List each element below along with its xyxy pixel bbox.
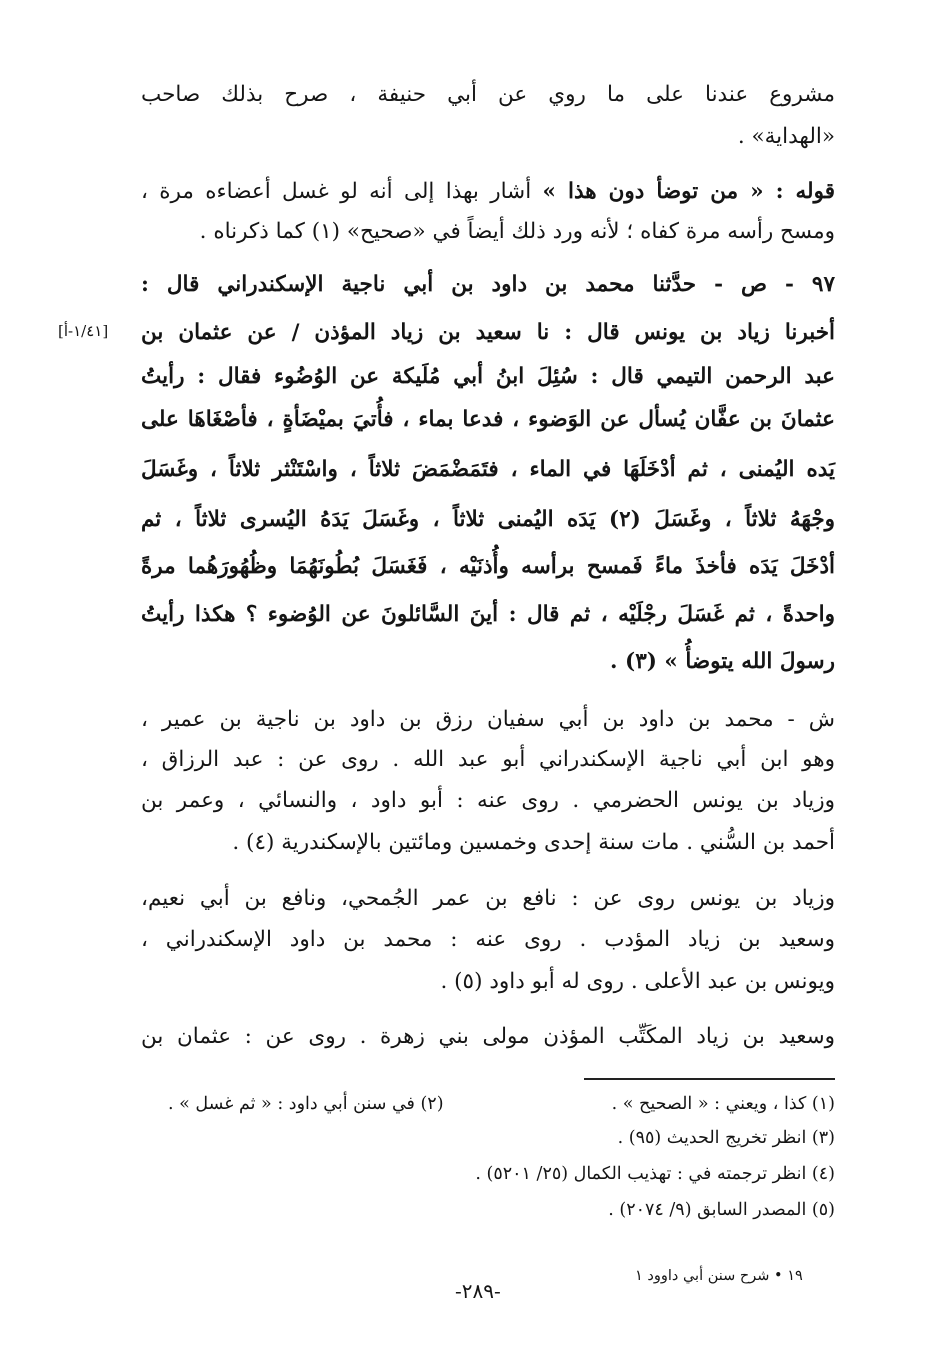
commentary-line: ويونس بن عبد الأعلى . روى له أبو داود (٥) . bbox=[440, 969, 835, 994]
hadith-line: يَده اليُمنى ، ثم أدْخَلَهَا في الماء ، فتَمَضْمَضَ ثلاثاً ، واسْتَنْثر ثلاثاً ، وغَسَلَ bbox=[141, 457, 835, 482]
commentary-line: وسعيد بن زياد المكَتِّب المؤذن مولى بني زهرة . روى عن : عثمان بن bbox=[141, 1024, 835, 1049]
commentary-line: أحمد بن السُّني . مات سنة إحدى وخمسين ومائتين بالإسكندرية (٤) . bbox=[232, 830, 835, 855]
commentary-line: وزياد بن يونس روى عن : نافع بن عمر الجُمحي، ونافع بن أبي نعيم، bbox=[141, 886, 835, 911]
hadith-line: واحدةً ، ثم غَسَلَ رجْلَيْه ، ثم قال : أينَ السَّائلونَ عن الوُضوء ؟ هكذا رأيتُ bbox=[141, 602, 835, 627]
commentary-line: وزياد بن يونس الحضرمي . روى عنه : أبو داود ، والنسائي ، وعمر بن bbox=[141, 788, 835, 813]
text-line: ومسح رأسه مرة كفاه ؛ لأنه ورد ذلك أيضاً في «صحيح» (١) كما ذكرناه . bbox=[199, 219, 835, 244]
text-segment: أشار بهذا إلى أنه لو غسل أعضاءه مرة ، bbox=[141, 179, 532, 204]
quoted-lead: قوله : « من توضأ دون هذا » bbox=[542, 179, 835, 204]
footnote: (٢) في سنن أبي داود : « ثم غسل » . bbox=[168, 1094, 444, 1114]
footnote: (٥) المصدر السابق (٩/ ٢٠٧٤) . bbox=[608, 1200, 835, 1220]
commentary-line: وهو ابن أبي ناجية الإسكندراني أبو عبد الله . روى عن : عبد الرزاق ، bbox=[141, 747, 835, 772]
hadith-line: أدْخَلَ يَدَه فأخذَ ماءً فَمسح برأسه وأُذنَيْه ، فَغَسَلَ بُطُونَهُمَا وظُهُورَهُما مرةً bbox=[141, 554, 835, 579]
printer-signature: ١٩ • شرح سنن أبي داوود ١ bbox=[635, 1268, 803, 1284]
footnote: (١) كذا ، ويعني : « الصحيح » . bbox=[611, 1094, 835, 1114]
marginal-manuscript-ref: [١/٤١-أ] bbox=[58, 322, 109, 340]
text-line: «الهداية» . bbox=[737, 124, 835, 149]
hadith-line: عثمانَ بن عفَّان يُسأل عن الوَضوء ، فدعا بماء ، فأُتيَ بميْضَأةٍ ، فأصْغَاهَا على bbox=[141, 407, 835, 432]
hadith-line: وجْهَهُ ثلاثاً ، وغَسَلَ (٢) يَدَه اليُمنى ثلاثاً ، وغَسَلَ يَدَهُ اليُسرى ثلاثاً ، ثم bbox=[141, 507, 835, 532]
hadith-line: أخبرنا زياد بن يونس قال : نا سعيد بن زياد المؤذن / عن عثمان بن bbox=[141, 320, 835, 345]
commentary-line: ش - محمد بن داود بن أبي سفيان رزق بن داود بن ناجية بن عمير ، bbox=[141, 707, 835, 732]
footnote: (٤) انظر ترجمته في : تهذيب الكمال (٢٥/ ٥٢٠١) . bbox=[475, 1164, 835, 1184]
hadith-line: عبد الرحمن التيمي قال : سُئِلَ ابنُ أبي مُلَيكة عن الوُضُوء فقال : رأيتُ bbox=[141, 364, 835, 389]
commentary-line: وسعيد بن زياد المؤدب . روى عنه : محمد بن داود الإسكندراني ، bbox=[141, 927, 835, 952]
hadith-line: رسولَ الله يتوضأُ » (٣) . bbox=[610, 649, 835, 674]
page-number: -٢٨٩- bbox=[455, 1279, 501, 1303]
text-line: مشروع عندنا على ما روي عن أبي حنيفة ، صرح بذلك صاحب bbox=[141, 82, 835, 107]
footnote-separator bbox=[584, 1078, 835, 1080]
hadith-line: ٩٧ - ص - حدَّثنا محمد بن داود بن أبي ناجية الإسكندراني قال : bbox=[141, 272, 835, 297]
footnote: (٣) انظر تخريج الحديث (٩٥) . bbox=[617, 1128, 835, 1148]
text-line bbox=[141, 175, 835, 209]
